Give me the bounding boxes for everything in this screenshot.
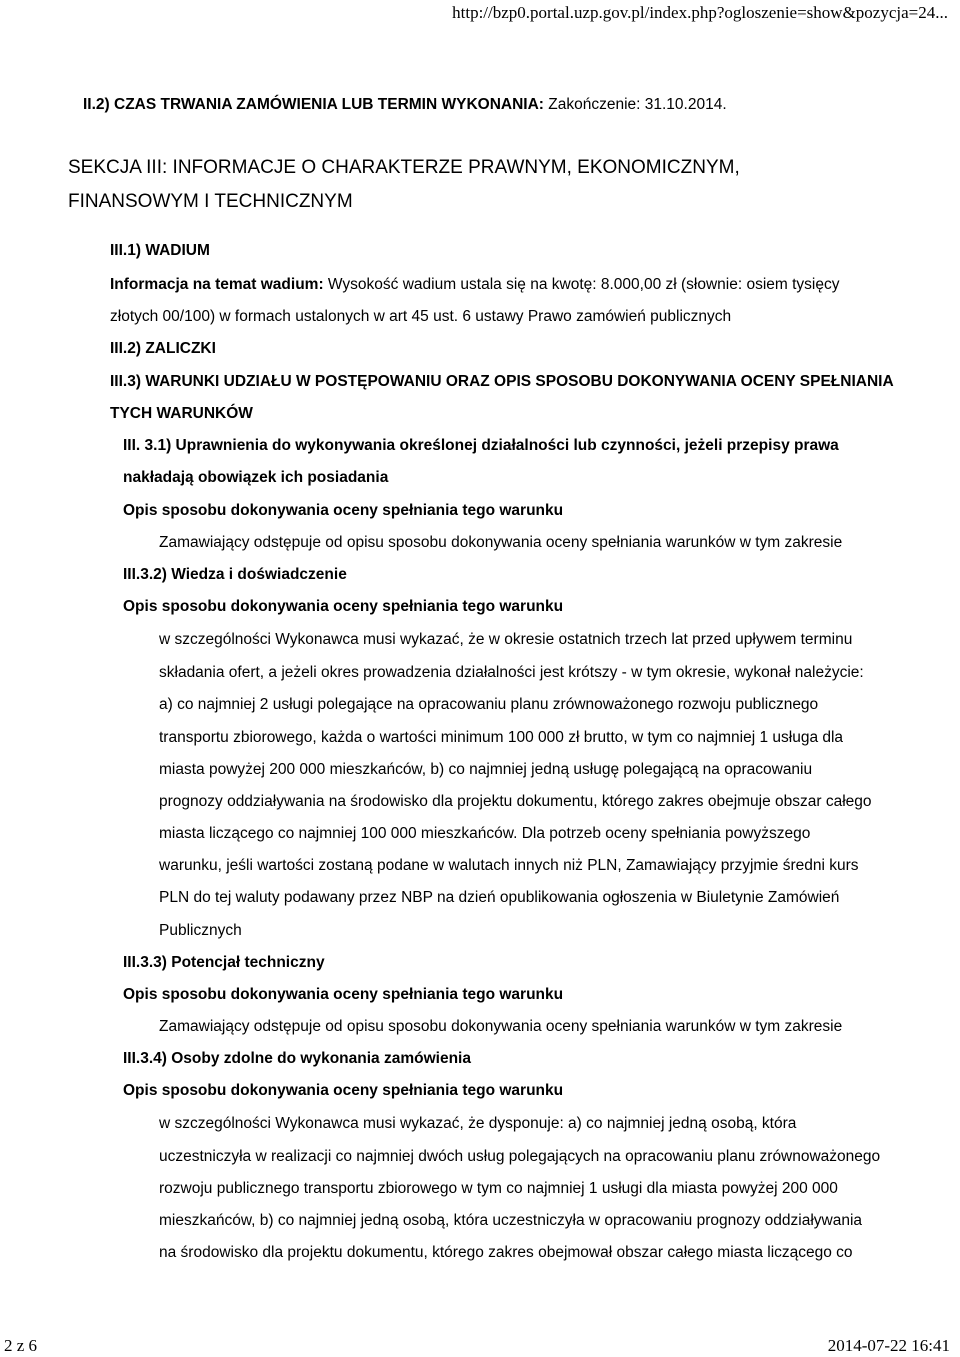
c4-text-line: na środowisko dla projektu dokumentu, którego zakres obejmował obszar całego miasta liczącego co xyxy=(159,1244,853,1261)
c1-text: Zamawiający odstępuje od opisu sposobu dokonywania oceny spełniania warunków w tym zakresie xyxy=(159,534,843,551)
c2-text-line: prognozy oddziaływania na środowisko dla projektu dokumentu, którego zakres obejmuje obszar całego xyxy=(159,793,872,810)
wadium-heading: III.1) WADIUM xyxy=(110,242,210,259)
c1-heading-line2: nakładają obowiązek ich posiadania xyxy=(123,469,389,486)
c3-opis-label: Opis sposobu dokonywania oceny spełniania tego warunku xyxy=(123,986,564,1003)
warunki-heading-line1: III.3) WARUNKI UDZIAŁU W POSTĘPOWANIU ORAZ OPIS SPOSOBU DOKONYWANIA OCENY SPEŁNIANIA xyxy=(110,373,894,390)
c4-text-line: rozwoju publicznego transportu zbiorowego w tym co najmniej 1 usługi dla miasta powyżej 200 000 xyxy=(159,1180,838,1197)
c2-text-line: Publicznych xyxy=(159,922,242,939)
section-ii2-label: II.2) CZAS TRWANIA ZAMÓWIENIA LUB TERMIN WYKONANIA: xyxy=(83,96,544,113)
wadium-info-label: Informacja na temat wadium: xyxy=(110,276,324,293)
wadium-info-text: Wysokość wadium ustala się na kwotę: 8.000,00 zł (słownie: osiem tysięcy xyxy=(327,276,840,293)
c2-text-line: warunku, jeśli wartości zostaną podane w walutach innych niż PLN, Zamawiający przyjmie średni kurs xyxy=(159,857,859,874)
c2-text-line: miasta liczącego co najmniej 100 000 mieszkańców. Dla potrzeb oceny spełniania powyższego xyxy=(159,825,811,842)
c4-text-line: mieszkańców, b) co najmniej jedną osobą, która uczestniczyła w opracowaniu prognozy oddziaływania xyxy=(159,1212,863,1229)
zaliczki-heading: III.2) ZALICZKI xyxy=(110,340,216,357)
section-ii2 xyxy=(83,96,727,114)
page-number: 2 z 6 xyxy=(4,1336,38,1355)
c2-text-line: składania ofert, a jeżeli okres prowadzenia działalności jest krótszy - w tym okresie, wykonał należycie: xyxy=(159,664,864,681)
c3-text: Zamawiający odstępuje od opisu sposobu dokonywania oceny spełniania warunków w tym zakresie xyxy=(159,1018,843,1035)
c2-heading: III.3.2) Wiedza i doświadczenie xyxy=(123,566,347,583)
c2-text-line: w szczególności Wykonawca musi wykazać, że w okresie ostatnich trzech lat przed upływem terminu xyxy=(159,631,853,648)
wadium-info-line1 xyxy=(110,276,840,294)
warunki-heading-line2: TYCH WARUNKÓW xyxy=(110,405,253,422)
c4-heading: III.3.4) Osoby zdolne do wykonania zamówienia xyxy=(123,1050,471,1067)
page-url-header: http://bzp0.portal.uzp.gov.pl/index.php?ogloszenie=show&pozycja=24... xyxy=(452,3,948,22)
wadium-info-line2: złotych 00/100) w formach ustalonych w art 45 ust. 6 ustawy Prawo zamówień publicznych xyxy=(110,308,732,325)
section-iii-title-line2: FINANSOWYM I TECHNICZNYM xyxy=(68,191,353,212)
c4-opis-label: Opis sposobu dokonywania oceny spełniania tego warunku xyxy=(123,1082,564,1099)
c2-text-line: miasta powyżej 200 000 mieszkańców, b) co najmniej jedną usługę polegającą na opracowaniu xyxy=(159,761,813,778)
print-datetime: 2014-07-22 16:41 xyxy=(827,1336,950,1355)
c4-text-line: w szczególności Wykonawca musi wykazać, że dysponuje: a) co najmniej jedną osobą, która xyxy=(159,1115,797,1132)
section-ii2-value: Zakończenie: 31.10.2014. xyxy=(548,96,727,113)
c3-heading: III.3.3) Potencjał techniczny xyxy=(123,954,325,971)
c2-text-line: a) co najmniej 2 usługi polegające na opracowaniu planu zrównoważonego rozwoju publicznego xyxy=(159,696,819,713)
c4-text-line: uczestniczyła w realizacji co najmniej dwóch usług polegających na opracowaniu planu zrównoważonego xyxy=(159,1148,881,1165)
c1-heading-line1: III. 3.1) Uprawnienia do wykonywania określonej działalności lub czynności, jeżeli przepisy prawa xyxy=(123,437,839,454)
section-iii-title-line1: SEKCJA III: INFORMACJE O CHARAKTERZE PRAWNYM, EKONOMICZNYM, xyxy=(68,157,740,178)
c2-text-line: transportu zbiorowego, każda o wartości minimum 100 000 zł brutto, w tym co najmniej 1 usługa dla xyxy=(159,729,844,746)
c2-opis-label: Opis sposobu dokonywania oceny spełniania tego warunku xyxy=(123,598,564,615)
c1-opis-label: Opis sposobu dokonywania oceny spełniania tego warunku xyxy=(123,502,564,519)
c2-text-line: PLN do tej waluty podawany przez NBP na dzień opublikowania ogłoszenia w Biuletynie Zamówień xyxy=(159,889,840,906)
